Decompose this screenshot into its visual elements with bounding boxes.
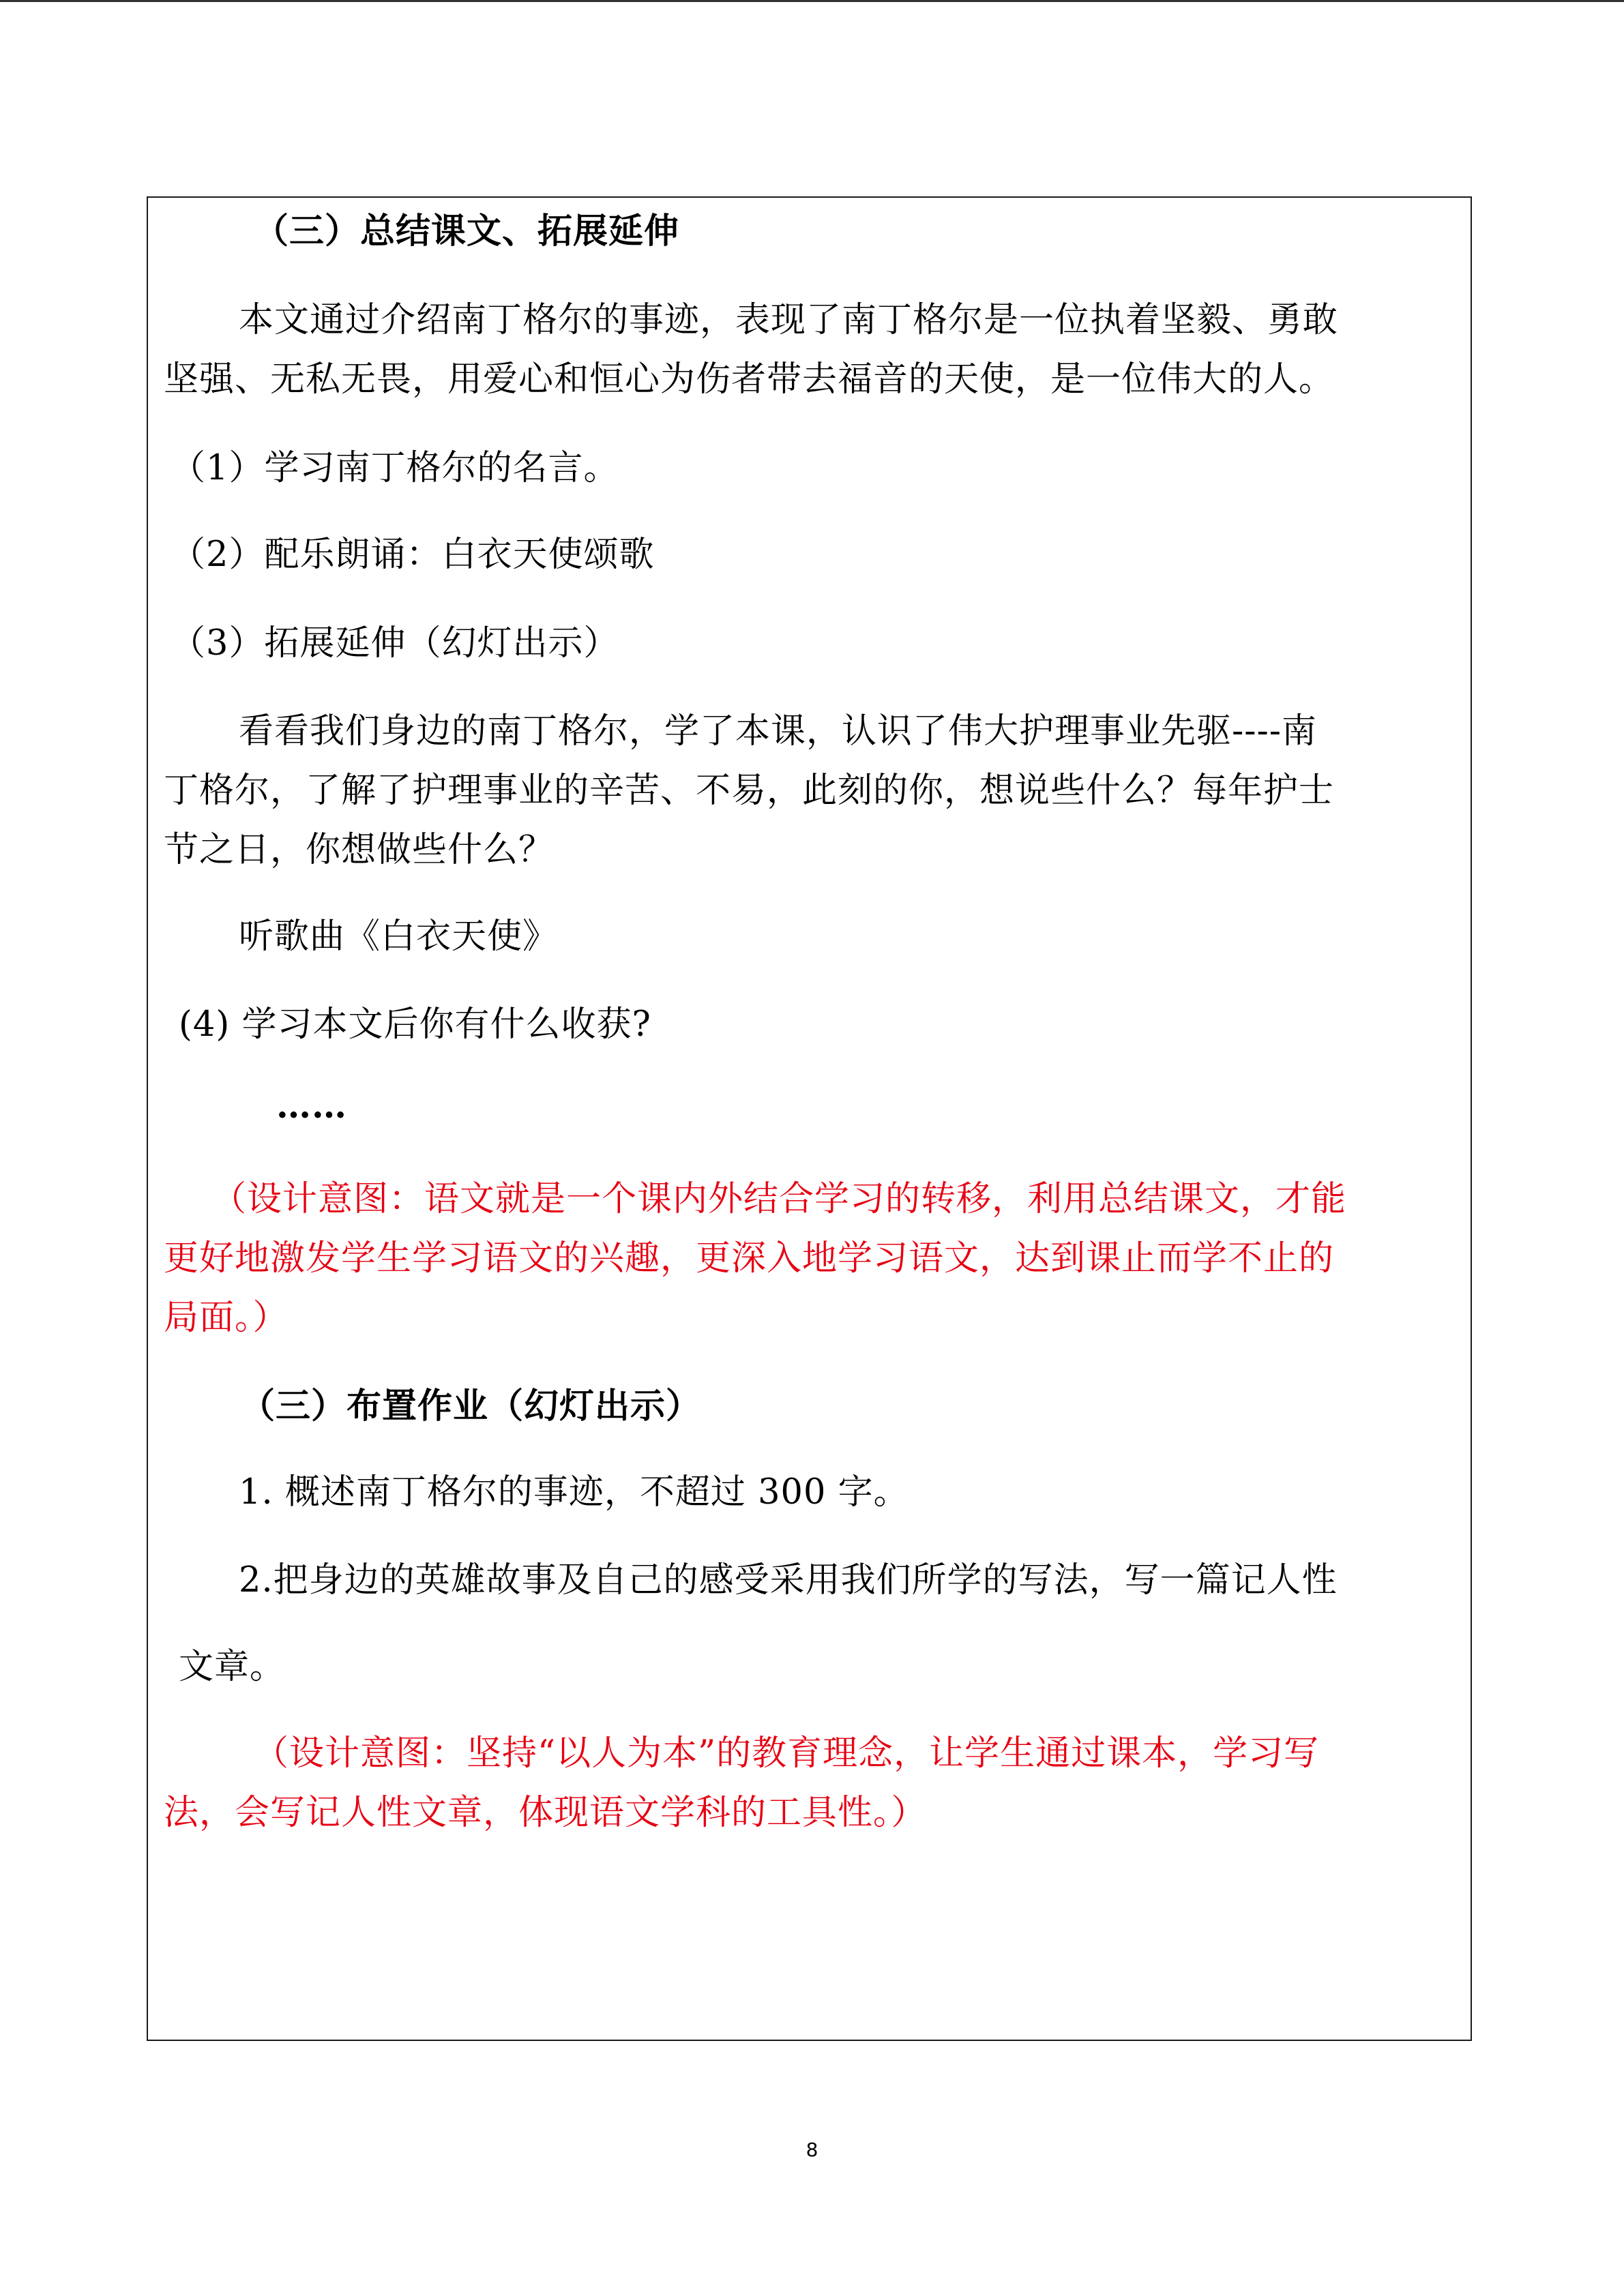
extension-line-2: 丁格尔，了解了护理事业的辛苦、不易，此刻的你，想说些什么？每年护士 (164, 771, 1335, 811)
summary-line-2: 坚强、无私无畏，用爱心和恒心为伤者带去福音的天使，是一位伟大的人。 (164, 359, 1335, 400)
page-number: 8 (806, 2138, 818, 2161)
song-line: 听歌曲《白衣天使》 (239, 916, 559, 957)
section-summary-heading: （三）总结课文、拓展延伸 (254, 211, 680, 252)
design-intent-1-line-3: 局面。） (164, 1298, 289, 1338)
summary-line-1: 本文通过介绍南丁格尔的事迹，表现了南丁格尔是一位执着坚毅、勇敢 (239, 300, 1339, 340)
extension-line-1: 看看我们身边的南丁格尔，学了本课，认识了伟大护理事业先驱----南 (239, 711, 1317, 751)
design-intent-1-line-1: （设计意图：语文就是一个课内外结合学习的转移，利用总结课文，才能 (211, 1179, 1347, 1219)
homework-2-line-2: 文章。 (179, 1647, 286, 1687)
extension-line-3: 节之日，你想做些什么？ (164, 830, 555, 870)
item-2-recitation: （2）配乐朗诵：白衣天使颂歌 (171, 535, 655, 575)
design-intent-1-line-2: 更好地激发学生学习语文的兴趣，更深入地学习语文，达到课止而学不止的 (164, 1238, 1335, 1279)
design-intent-2-line-2: 法，会写记人性文章，体现语文学科的工具性。） (164, 1793, 927, 1833)
homework-2-line-1: 2.把身边的英雄故事及自己的感受采用我们所学的写法，写一篇记人性 (239, 1560, 1338, 1600)
ellipsis: …… (276, 1086, 347, 1127)
homework-1: 1. 概述南丁格尔的事迹，不超过 300 字。 (239, 1472, 909, 1512)
item-3-extension: （3）拓展延伸（幻灯出示） (171, 623, 619, 664)
item-1-quotes: （1）学习南丁格尔的名言。 (171, 448, 619, 488)
page-top-rule (0, 0, 1624, 2)
design-intent-2-line-1: （设计意图：坚持“以人为本”的教育理念，让学生通过课本，学习写 (254, 1733, 1320, 1774)
item-4-takeaway: (4) 学习本文后你有什么收获? (179, 1004, 651, 1045)
section-homework-heading: （三）布置作业（幻灯出示） (240, 1386, 702, 1427)
